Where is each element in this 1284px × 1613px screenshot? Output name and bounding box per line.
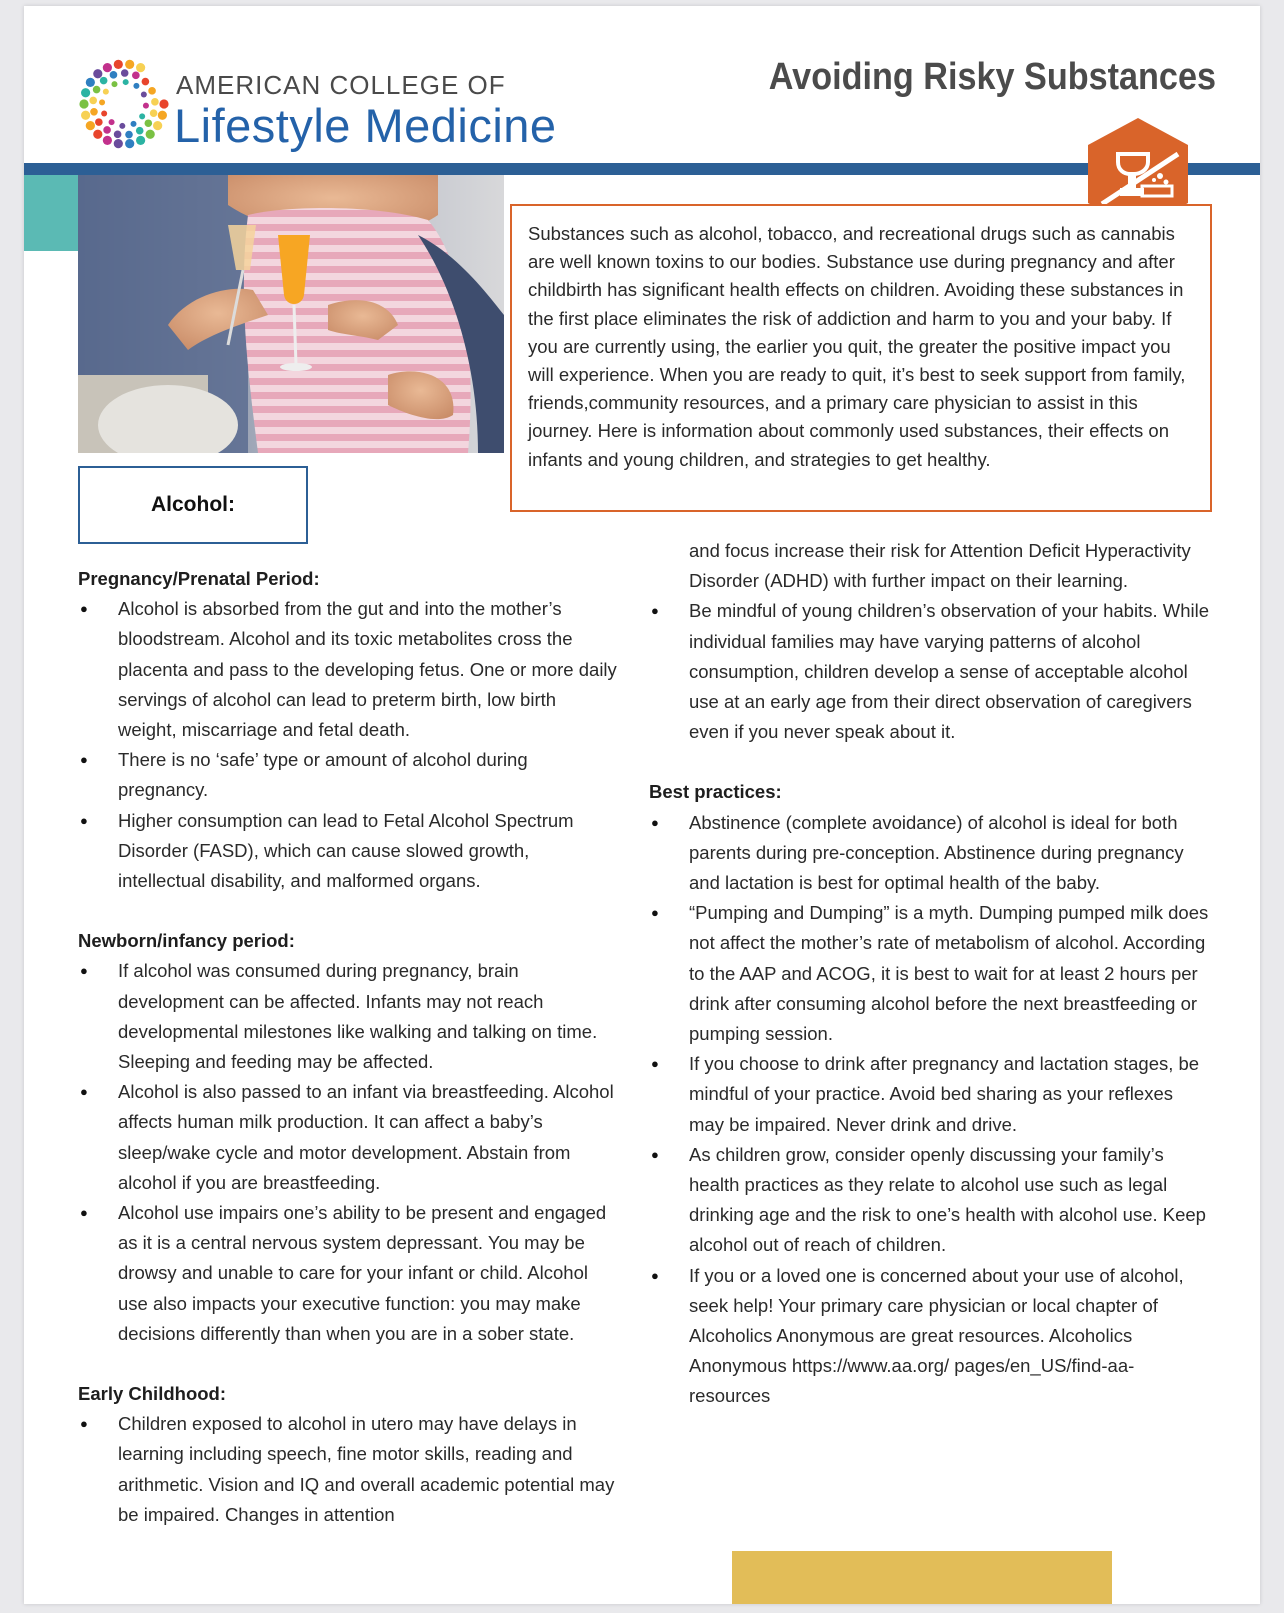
teal-accent-block — [24, 175, 78, 251]
intro-callout-box — [510, 204, 1212, 512]
section-heading-best-practices: Best practices: — [649, 781, 782, 803]
document-page — [24, 6, 1260, 1604]
gold-footer-bar — [732, 1551, 1112, 1604]
continued-text: and focus increase their risk for Attention Deficit Hyperactivity Disorder (ADHD) with further impact on their learning. — [689, 540, 1191, 592]
intro-text: Substances such as alcohol, tobacco, and recreational drugs such as cannabis are well known toxins to our bodies. Substance use during pregnancy and after childbirth has significant health effects on children. Avoiding these substances in the first place eliminates the risk of addiction and harm to you and your baby. If you are currently using, the earlier you quit, the greater the positive impact you will experience. When you are ready to quit, it’s best to seek support from family, friends,community resources, and a primary care physician to assist in this journey. Here is information about commonly used substances, their effects on infants and young children, and strategies to get healthy. — [528, 223, 1186, 470]
list-item: ● Children exposed to alcohol in utero may have delays in learning including speech, fine motor skills, reading and arithmetic. Vision and IQ and overall academic potential may be impaired. Changes in attention — [78, 1409, 618, 1530]
early-childhood-list-continued — [649, 596, 1209, 747]
dot-ring-logo-icon — [78, 58, 170, 150]
pregnant-woman-photo — [78, 175, 504, 453]
right-column — [649, 536, 1209, 1412]
early-childhood-list — [78, 1409, 618, 1530]
list-item: ● There is no ‘safe’ type or amount of alcohol during pregnancy. — [78, 745, 618, 805]
newborn-list — [78, 956, 618, 1349]
list-item: ● If you choose to drink after pregnancy and lactation stages, be mindful of your practice. Avoid bed sharing as your reflexes may be impaired. Never drink and drive. — [649, 1049, 1209, 1140]
list-item: ● Be mindful of young children’s observation of your habits. While individual families may have varying patterns of alcohol consumption, children develop a sense of acceptable alcohol use at an early age from their direct observation of caregivers even if you never speak about it. — [649, 596, 1209, 747]
list-item: ● Higher consumption can lead to Fetal Alcohol Spectrum Disorder (FASD), which can cause slowed growth, intellectual disability, and malformed organs. — [78, 806, 618, 897]
list-item: ● Alcohol is absorbed from the gut and into the mother’s bloodstream. Alcohol and its toxic metabolites cross the placenta and pass to the developing fetus. One or more daily servings of alcohol can lead to preterm birth, low birth weight, miscarriage and fetal death. — [78, 594, 618, 745]
list-item: ● If alcohol was consumed during pregnancy, brain development can be affected. Infants may not reach developmental milestones like walking and talking on time. Sleeping and feeding may be affected. — [78, 956, 618, 1077]
page-title: Avoiding Risky Substances — [768, 56, 1216, 98]
section-heading-pregnancy: Pregnancy/Prenatal Period: — [78, 568, 320, 589]
org-name-line1: AMERICAN COLLEGE OF — [176, 70, 506, 100]
header-divider-bar — [24, 163, 1260, 175]
list-item: ● Alcohol is also passed to an infant via breastfeeding. Alcohol affects human milk production. It can affect a baby’s sleep/wake cycle and motor development. Abstain from alcohol if you are breastfeeding. — [78, 1077, 618, 1198]
pregnancy-list — [78, 594, 618, 896]
list-item: ● As children grow, consider openly discussing your family’s health practices as they relate to alcohol use such as legal drinking age and the risk to one’s health with alcohol use. Keep alcohol out of reach of children. — [649, 1140, 1209, 1261]
best-practices-list — [649, 808, 1209, 1412]
left-column — [78, 564, 618, 1530]
list-item: ● Alcohol use impairs one’s ability to be present and engaged as it is a central nervous system depressant. You may be drowsy and unable to care for your infant or child. Alcohol use also impacts your executive function: you may make decisions differently than when you are in a sober state. — [78, 1198, 618, 1349]
alcohol-section-label: Alcohol: — [78, 466, 308, 544]
list-item: ● If you or a loved one is concerned about your use of alcohol, seek help! Your primary care physician or local chapter of Alcoholics Anonymous are great resources. Alcoholics Anonymous https://www.aa.org/ pages/en_US/find-aa-resources — [649, 1261, 1209, 1412]
section-heading-early-childhood: Early Childhood: — [78, 1383, 226, 1405]
org-name-line2: Lifestyle Medicine — [174, 99, 557, 152]
list-item: ● Abstinence (complete avoidance) of alcohol is ideal for both parents during pre-conception. Abstinence during pregnancy and lactation is best for optimal health of the baby. — [649, 808, 1209, 899]
section-heading-newborn: Newborn/infancy period: — [78, 930, 295, 952]
list-item: ● “Pumping and Dumping” is a myth. Dumping pumped milk does not affect the mother’s rate of metabolism of alcohol. According to the AAP and ACOG, it is best to wait for at least 2 hours per drink after consuming alcohol before the next breastfeeding or pumping session. — [649, 898, 1209, 1049]
